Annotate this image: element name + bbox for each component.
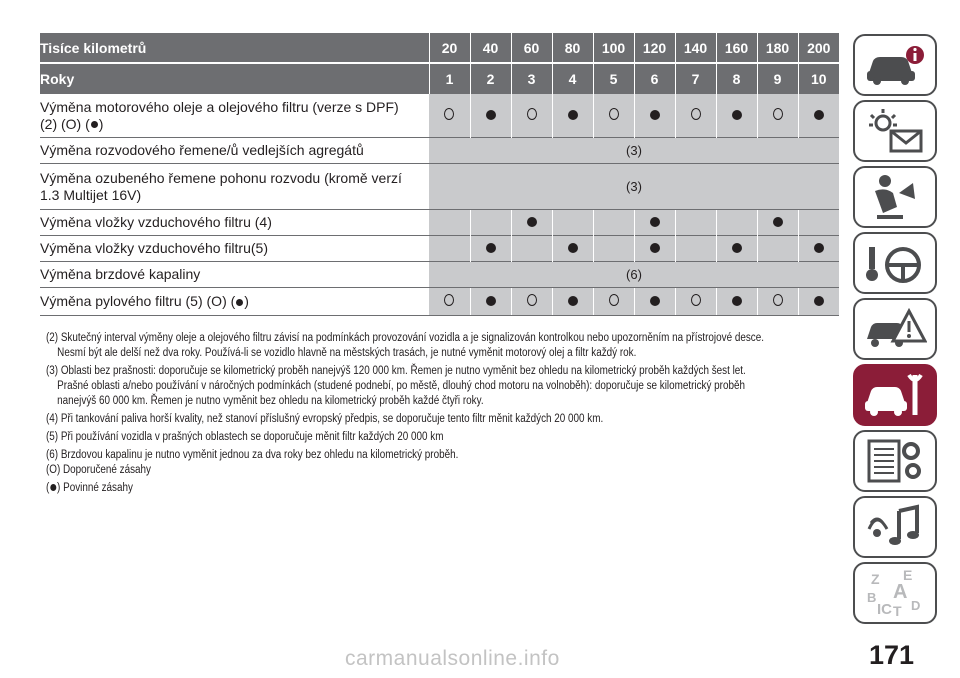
footnote: (2) Skutečný interval výměny oleje a olejového filtru závisí na podmínkách provozování vozidla a je signalizován kontrolkou nebo upozorněním na přístrojové desce. xyxy=(46,332,764,344)
nav-car-info[interactable] xyxy=(853,34,937,96)
interval-cell xyxy=(716,210,757,236)
required-dot-icon xyxy=(486,296,496,306)
interval-cell xyxy=(634,288,675,316)
operation-label-line: Výměna vložky vzduchového filtru(5) xyxy=(40,240,268,256)
footnote: (3) Oblasti bez prašnosti: doporučuje se kilometrický proběh nanejvýš 120 000 km. Řemen je nutno vyměnit bez ohledu na kilometrický proběh každých šest let. xyxy=(46,365,746,377)
legend-required-label: Povinné zásahy xyxy=(63,482,133,494)
interval-cell xyxy=(716,288,757,316)
footnote: nanejvýš 60 000 km. Řemen je nutno vyměnit bez ohledu na kilometrický proběh každé čtyři roky. xyxy=(57,395,484,407)
interval-cell xyxy=(552,288,593,316)
year-col: 3 xyxy=(511,63,552,94)
operation-label-line: Výměna brzdové kapaliny xyxy=(40,266,201,282)
operation-label xyxy=(40,164,429,210)
operation-label xyxy=(40,138,429,164)
specs-gears-icon xyxy=(863,437,927,485)
operation-label-line: Výměna motorového oleje a olejového filtru (verze s DPF) xyxy=(40,98,399,115)
index-letters-icon xyxy=(863,568,927,618)
required-dot-icon xyxy=(527,217,537,227)
svg-text:IC: IC xyxy=(877,601,892,618)
schedule-row xyxy=(40,288,839,316)
required-dot-icon xyxy=(91,121,98,128)
operation-label xyxy=(40,94,429,138)
operation-label-line: Výměna rozvodového řemene/ů vedlejších agregátů xyxy=(40,142,364,158)
footnote: (4) Při tankování paliva horší kvality, než stanoví příslušný evropský předpis, se doporučuje tento filtr měnit každých 20 000 km. xyxy=(46,413,604,425)
legend-paren-close: ) xyxy=(57,482,61,494)
recommended-circle-icon xyxy=(527,294,537,306)
operation-label-line: Výměna ozubeného řemene pohonu rozvodu (kromě verzí xyxy=(40,169,402,186)
recommended-circle-icon xyxy=(609,108,619,120)
km-col: 100 xyxy=(593,33,634,63)
interval-cell xyxy=(429,210,470,236)
interval-cell xyxy=(470,94,511,138)
km-col: 40 xyxy=(470,33,511,63)
required-dot-icon xyxy=(732,110,742,120)
nav-safety[interactable] xyxy=(853,166,937,228)
interval-cell xyxy=(675,94,716,138)
interval-cell xyxy=(429,236,470,262)
recommended-circle-icon xyxy=(527,108,537,120)
interval-cell xyxy=(675,288,716,316)
interval-cell xyxy=(716,94,757,138)
km-col: 120 xyxy=(634,33,675,63)
interval-cell xyxy=(552,210,593,236)
nav-multimedia[interactable] xyxy=(853,496,937,558)
breakdown-icon xyxy=(863,305,927,353)
interval-cell xyxy=(798,94,839,138)
interval-cell xyxy=(552,94,593,138)
footnote: Prašné oblasti a/nebo používání v náročných podmínkách (studené podnebí, po městě, dlouhý chod motoru na volnoběh): doporučuje se kilometrický proběh xyxy=(57,380,745,392)
recommended-circle-icon xyxy=(444,294,454,306)
required-dot-icon xyxy=(568,110,578,120)
schedule-row xyxy=(40,138,839,164)
interval-cell xyxy=(798,236,839,262)
interval-cell xyxy=(470,210,511,236)
legend-paren-open: ( xyxy=(46,482,50,494)
km-col: 20 xyxy=(429,33,470,63)
interval-cell xyxy=(552,236,593,262)
legend-recommended: (O) Doporučené zásahy xyxy=(46,464,152,476)
interval-cell xyxy=(511,94,552,138)
required-dot-icon xyxy=(732,296,742,306)
year-col: 4 xyxy=(552,63,593,94)
km-header-label: Tisíce kilometrů xyxy=(40,33,429,63)
interval-cell xyxy=(634,210,675,236)
required-dot-icon xyxy=(732,243,742,253)
required-dot-icon xyxy=(650,217,660,227)
required-dot-icon xyxy=(50,484,56,491)
svg-text:T: T xyxy=(893,603,902,618)
interval-cell xyxy=(757,236,798,262)
nav-starting-driving[interactable] xyxy=(853,232,937,294)
km-col: 140 xyxy=(675,33,716,63)
nav-index[interactable] xyxy=(853,562,937,624)
recommended-circle-icon xyxy=(609,294,619,306)
footnotes xyxy=(46,331,764,499)
nav-technical-data[interactable] xyxy=(853,430,937,492)
steering-key-icon xyxy=(863,239,927,287)
year-col: 10 xyxy=(798,63,839,94)
interval-cell xyxy=(593,94,634,138)
interval-cell xyxy=(757,94,798,138)
recommended-circle-icon xyxy=(691,108,701,120)
interval-cell xyxy=(716,236,757,262)
required-dot-icon xyxy=(236,299,243,306)
interval-cell xyxy=(757,210,798,236)
legend-required xyxy=(46,481,732,496)
schedule-row xyxy=(40,94,839,138)
operation-label xyxy=(40,236,429,262)
km-col: 160 xyxy=(716,33,757,63)
year-col: 7 xyxy=(675,63,716,94)
chapter-sidebar xyxy=(853,34,939,628)
schedule-rows xyxy=(40,94,839,316)
operation-label-suffix: ) xyxy=(98,115,104,132)
required-dot-icon xyxy=(814,296,824,306)
km-col: 180 xyxy=(757,33,798,63)
operation-label-line: (2) (O) ( xyxy=(40,115,90,132)
km-col: 60 xyxy=(511,33,552,63)
required-dot-icon xyxy=(814,243,824,253)
interval-cell xyxy=(470,236,511,262)
operation-label xyxy=(40,262,429,288)
svg-text:A: A xyxy=(893,581,908,603)
operation-label-line: Výměna pylového filtru (5) (O) ( xyxy=(40,293,236,309)
years-header-label: Roky xyxy=(40,63,429,94)
svg-text:B: B xyxy=(867,590,877,605)
schedule-row xyxy=(40,236,839,262)
recommended-circle-icon xyxy=(691,294,701,306)
km-col: 80 xyxy=(552,33,593,63)
operation-label xyxy=(40,210,429,236)
maintenance-schedule-table xyxy=(40,33,839,316)
interval-cell xyxy=(470,288,511,316)
interval-cell xyxy=(675,236,716,262)
interval-note-cell: (3) xyxy=(429,164,839,210)
interval-cell xyxy=(511,288,552,316)
page-number: 171 xyxy=(869,640,915,670)
interval-cell xyxy=(593,236,634,262)
operation-label xyxy=(40,288,429,316)
schedule-row xyxy=(40,262,839,288)
interval-cell xyxy=(429,288,470,316)
svg-text:D: D xyxy=(911,598,921,613)
required-dot-icon xyxy=(568,296,578,306)
required-dot-icon xyxy=(650,243,660,253)
operation-label-line: 1.3 Multijet 16V) xyxy=(40,186,142,203)
nav-warning-lights[interactable] xyxy=(853,100,937,162)
watermark: carmanualsonline.info xyxy=(345,647,560,670)
interval-cell xyxy=(593,288,634,316)
interval-cell xyxy=(511,236,552,262)
nav-emergency[interactable] xyxy=(853,298,937,360)
recommended-circle-icon xyxy=(444,108,454,120)
required-dot-icon xyxy=(486,110,496,120)
required-dot-icon xyxy=(650,110,660,120)
interval-cell xyxy=(798,288,839,316)
operation-label-line: Výměna vložky vzduchového filtru (4) xyxy=(40,214,272,230)
interval-note-cell: (3) xyxy=(429,138,839,164)
footnote: (5) Při používání vozidla v prašných oblastech se doporučuje měnit filtr každých 20 000 km xyxy=(46,431,444,443)
required-dot-icon xyxy=(486,243,496,253)
svg-text:E: E xyxy=(903,568,913,583)
warning-lights-icon xyxy=(863,107,927,155)
required-dot-icon xyxy=(568,243,578,253)
footnote: Nesmí být ale delší než dva roky. Používá-li se vozidlo hlavně na městských trasách, je nutné vyměnit motorový olej a filtr každý rok. xyxy=(57,347,637,359)
year-col: 5 xyxy=(593,63,634,94)
year-col: 6 xyxy=(634,63,675,94)
interval-cell xyxy=(798,210,839,236)
required-dot-icon xyxy=(650,296,660,306)
recommended-circle-icon xyxy=(773,294,783,306)
multimedia-icon xyxy=(863,503,927,551)
nav-maintenance[interactable] xyxy=(853,364,937,426)
interval-note-cell: (6) xyxy=(429,262,839,288)
svg-text:Z: Z xyxy=(871,571,880,587)
car-info-icon xyxy=(863,43,927,87)
year-col: 9 xyxy=(757,63,798,94)
interval-cell xyxy=(634,236,675,262)
year-col: 1 xyxy=(429,63,470,94)
car-maintenance-icon xyxy=(863,371,927,419)
years-header-row xyxy=(40,63,839,94)
interval-cell xyxy=(593,210,634,236)
schedule-row xyxy=(40,210,839,236)
required-dot-icon xyxy=(773,217,783,227)
schedule-row xyxy=(40,164,839,210)
interval-cell xyxy=(511,210,552,236)
interval-cell xyxy=(757,288,798,316)
operation-label-suffix: ) xyxy=(244,293,249,309)
interval-cell xyxy=(634,94,675,138)
year-col: 2 xyxy=(470,63,511,94)
interval-cell xyxy=(429,94,470,138)
interval-cell xyxy=(675,210,716,236)
footnote: (6) Brzdovou kapalinu je nutno vyměnit jednou za dva roky bez ohledu na kilometrický proběh. xyxy=(46,449,459,461)
year-col: 8 xyxy=(716,63,757,94)
km-col: 200 xyxy=(798,33,839,63)
recommended-circle-icon xyxy=(773,108,783,120)
airbag-seat-icon xyxy=(863,173,927,221)
required-dot-icon xyxy=(814,110,824,120)
km-header-row xyxy=(40,33,839,63)
